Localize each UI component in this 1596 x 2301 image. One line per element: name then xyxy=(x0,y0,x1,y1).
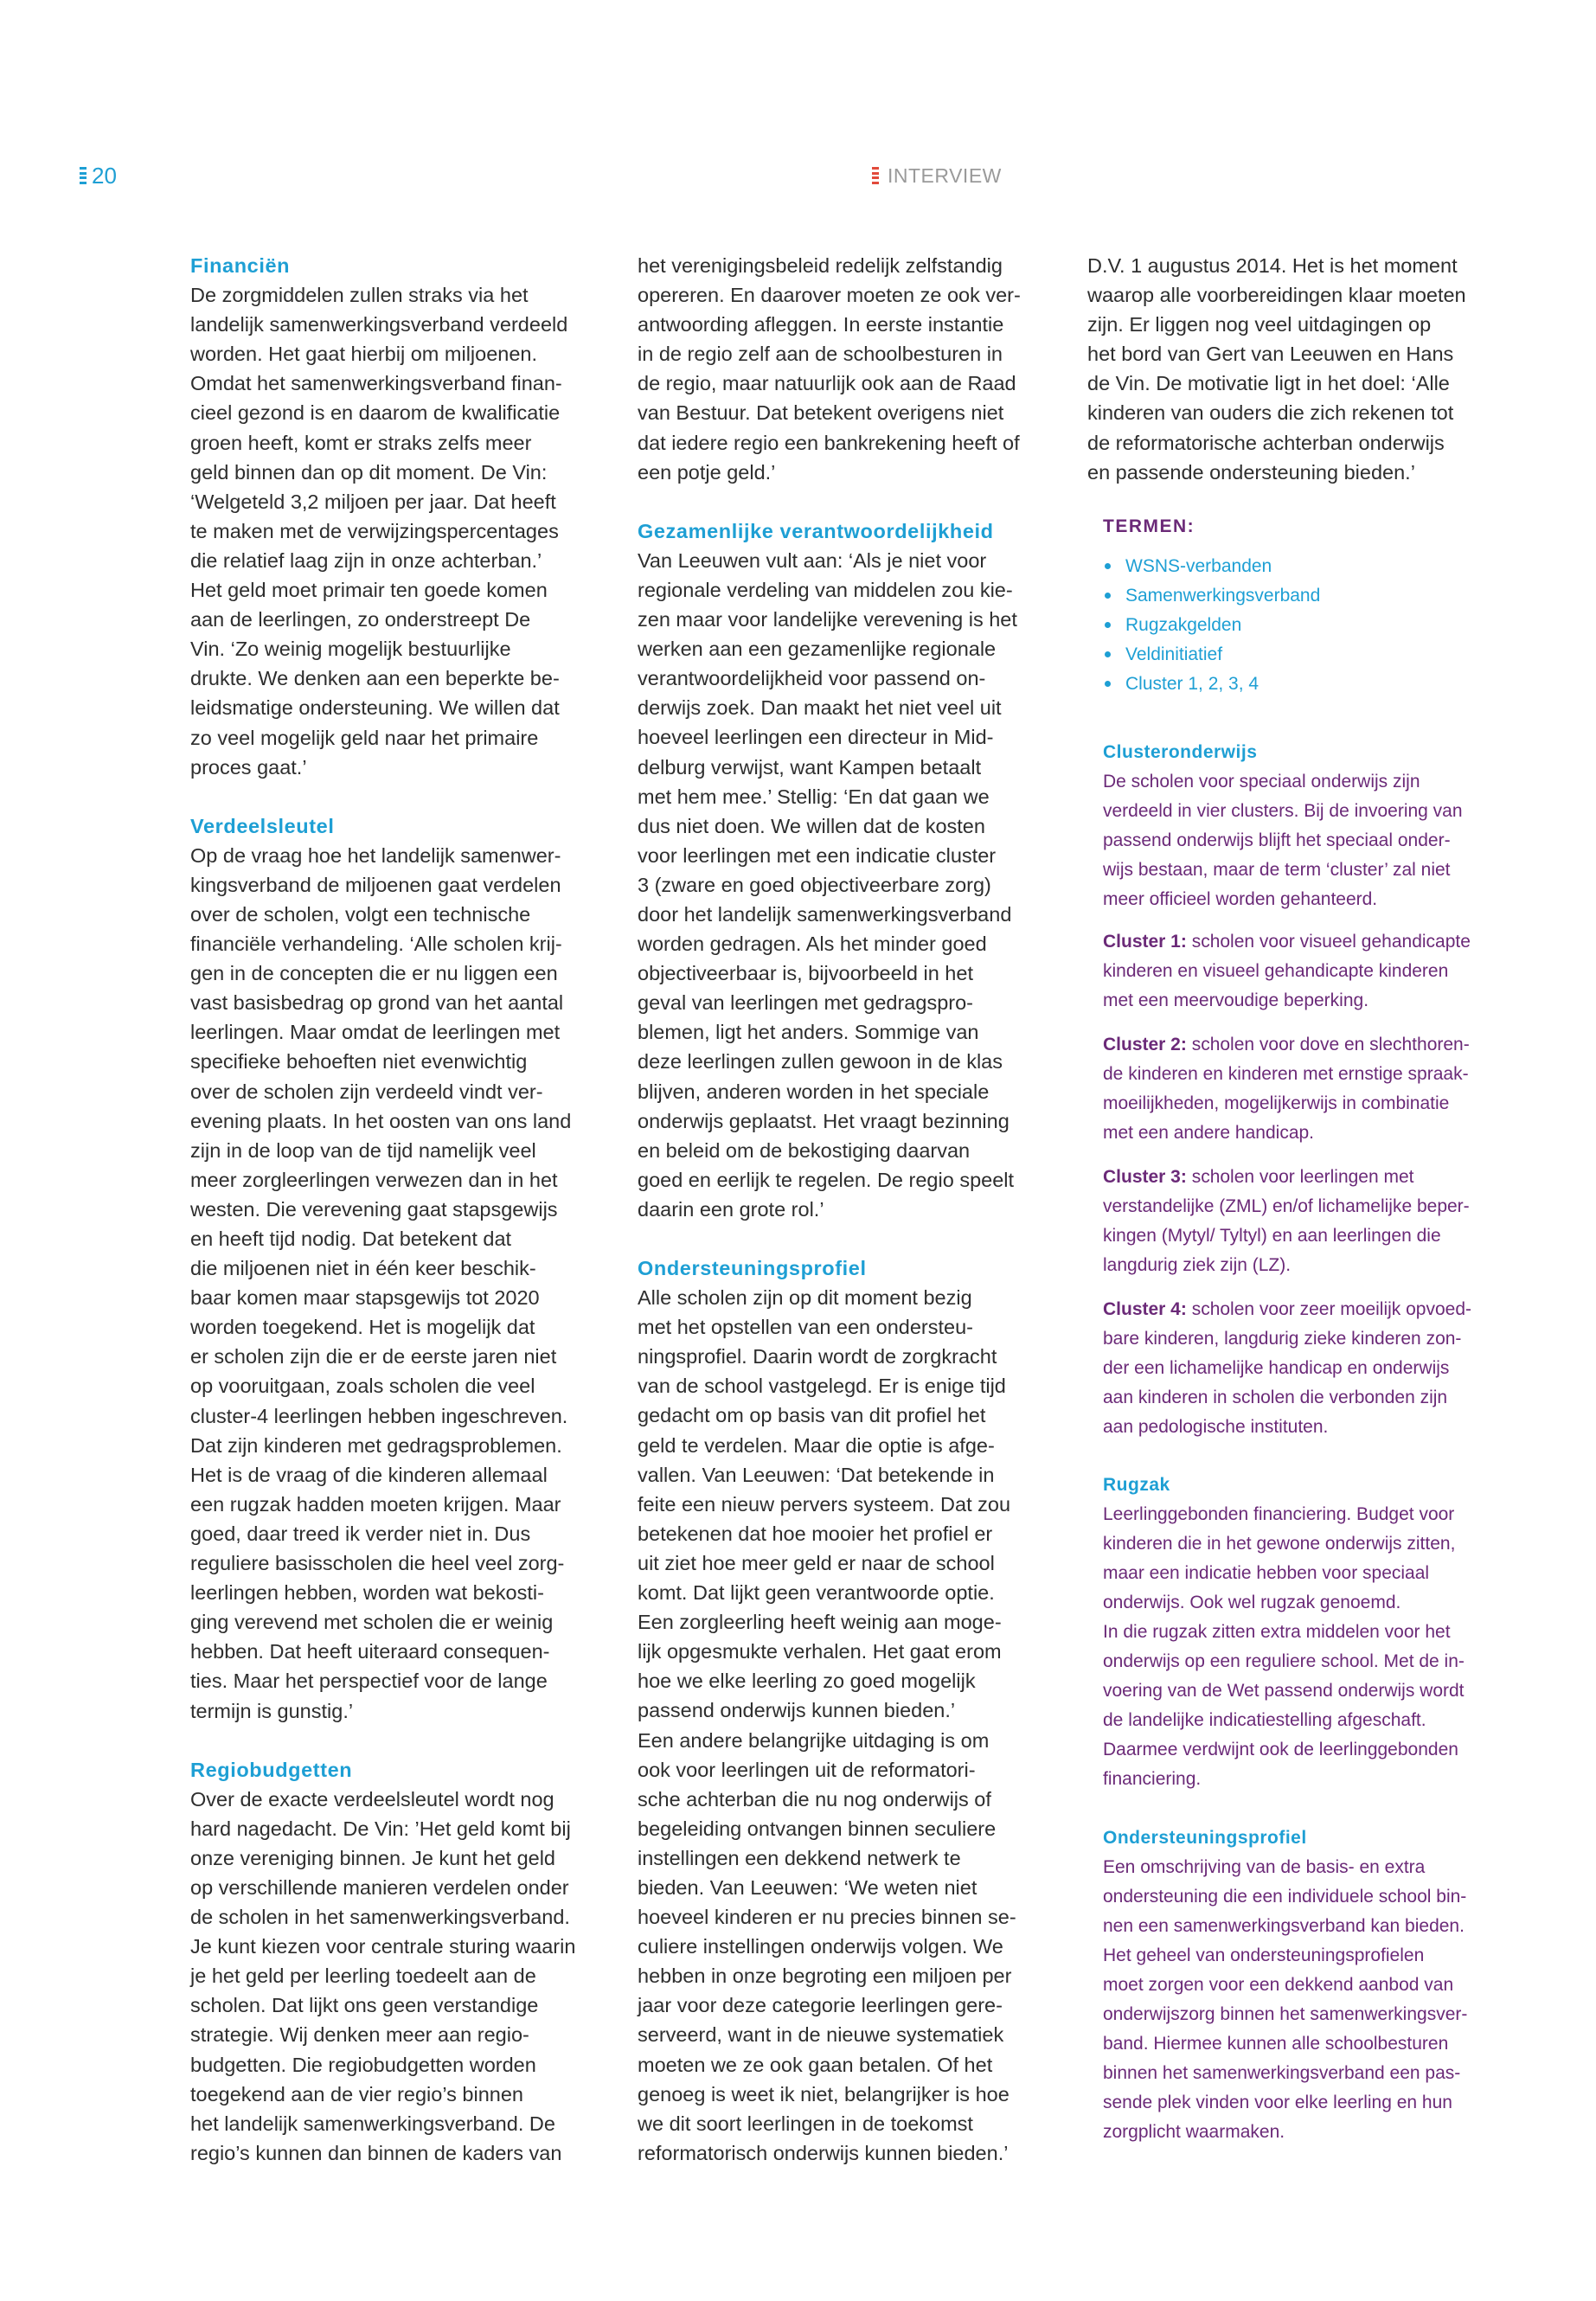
text-line: op vooruitgaan, zoals scholen die veel xyxy=(190,1375,535,1398)
glossary-rugzak xyxy=(1103,1471,1492,1794)
text-line: Dat zijn kinderen met gedragsproblemen. xyxy=(190,1433,562,1457)
terms-item xyxy=(1103,670,1492,699)
glossary-cluster-4 xyxy=(1103,1295,1492,1442)
text-line: Het geld moet primair ten goede komen xyxy=(190,579,548,602)
text-line: delburg verwijst, want Kampen betaalt xyxy=(638,755,982,779)
text-line: het verenigingsbeleid redelijk zelfstandig xyxy=(638,254,1003,277)
terms-list xyxy=(1103,552,1492,699)
glossary-line: passend onderwijs blijft het speciaal onder- xyxy=(1103,830,1451,850)
glossary-line: voering van de Wet passend onderwijs wordt xyxy=(1103,1681,1465,1701)
article-column-1 xyxy=(190,251,588,2168)
text-line: goed en eerlijk te regelen. De regio speelt xyxy=(638,1168,1015,1191)
text-line: een potje geld.’ xyxy=(638,460,776,484)
glossary-line-text: scholen voor zeer moeilijk opvoed- xyxy=(1186,1299,1472,1319)
text-line: hard nagedacht. De Vin: ’Het geld komt bij xyxy=(190,1817,571,1840)
text-line: en beleid om de bekostiging daarvan xyxy=(638,1138,971,1162)
text-line: kinderen van ouders die zich rekenen tot xyxy=(1087,401,1454,425)
text-line: begeleiding ontvangen binnen seculiere xyxy=(638,1817,997,1840)
text-line: opereren. En daarover moeten ze ook ver- xyxy=(638,284,1021,307)
glossary-line: moeilijkheden, mogelijkerwijs in combinatie xyxy=(1103,1093,1450,1113)
text-line: over de scholen zijn verdeeld vindt ver- xyxy=(190,1080,543,1103)
glossary-line: maar een indicatie hebben voor speciaal xyxy=(1103,1563,1430,1583)
text-line: zijn. Er liggen nog veel uitdagingen op xyxy=(1087,313,1432,336)
text-line: hoe we elke leerling zo goed mogelijk xyxy=(638,1670,976,1693)
text-line: er scholen zijn die er de eerste jaren niet xyxy=(190,1345,557,1368)
text-line: financiële verhandeling. ‘Alle scholen krij- xyxy=(190,933,562,956)
paragraph xyxy=(190,1785,588,2168)
glossary-line: langdurig ziek zijn (LZ). xyxy=(1103,1255,1292,1275)
text-line: antwoording afleggen. In eerste instantie xyxy=(638,313,1004,336)
text-line: aan de leerlingen, zo onderstreept De xyxy=(190,608,531,631)
text-line: gedacht om op basis van dit profiel het xyxy=(638,1404,986,1427)
glossary-text xyxy=(1103,1163,1492,1280)
text-line: we dit soort leerlingen in de toekomst xyxy=(638,2112,973,2135)
text-line: Een andere belangrijke uitdaging is om xyxy=(638,1728,990,1752)
text-line: daarin een grote rol.’ xyxy=(638,1197,824,1221)
glossary-line: kinderen en visueel gehandicapte kinderen xyxy=(1103,961,1449,981)
text-line: blemen, ligt het anders. Sommige van xyxy=(638,1021,979,1044)
glossary-line: moet zorgen voor een dekkend aanbod van xyxy=(1103,1975,1454,1995)
glossary-line: Leerlinggebonden financiering. Budget voor xyxy=(1103,1504,1455,1524)
text-line: ties. Maar het perspectief voor de lange xyxy=(190,1670,548,1693)
text-line: ningsprofiel. Daarin wordt de zorgkracht xyxy=(638,1345,997,1368)
glossary-line: sende plek vinden voor elke leerling en hun xyxy=(1103,2093,1452,2112)
glossary-line: nen een samenwerkingsverband kan bieden. xyxy=(1103,1916,1465,1936)
glossary-line: onderwijszorg binnen het samenwerkingsver- xyxy=(1103,2004,1468,2024)
paragraph xyxy=(638,251,1046,487)
text-line: Het is de vraag of die kinderen allemaal xyxy=(190,1463,548,1486)
glossary-line: In die rugzak zitten extra middelen voor het xyxy=(1103,1622,1451,1642)
text-line: genoeg is weet ik niet, belangrijker is hoe xyxy=(638,2082,1010,2106)
text-line: baar komen maar stapsgewijs tot 2020 xyxy=(190,1286,540,1310)
text-line: 3 (zware en goed objectiveerbare zorg) xyxy=(638,873,991,896)
text-line: cieel gezond is en daarom de kwalificatie xyxy=(190,401,561,425)
text-line: hoeveel leerlingen een directeur in Mid- xyxy=(638,726,994,749)
glossary-line: bare kinderen, langdurig zieke kinderen zon- xyxy=(1103,1329,1462,1349)
text-line: lijk opgesmukte verhalen. Het gaat erom xyxy=(638,1640,1002,1663)
text-line: geld binnen dan op dit moment. De Vin: xyxy=(190,460,548,484)
terms-item-label: Rugzakgelden xyxy=(1125,615,1242,635)
text-line: geval van leerlingen met gedragspro- xyxy=(638,991,973,1015)
text-line: het landelijk samenwerkingsverband. De xyxy=(190,2112,555,2135)
glossary-line: onderwijs. Ook wel rugzak genoemd. xyxy=(1103,1593,1401,1612)
subheading-ondersteuningsprofiel: Ondersteuningsprofiel xyxy=(638,1257,867,1279)
text-line: reguliere basisscholen die heel veel zorg- xyxy=(190,1552,565,1575)
glossary-line: De scholen voor speciaal onderwijs zijn xyxy=(1103,772,1420,792)
text-line: De zorgmiddelen zullen straks via het xyxy=(190,284,529,307)
glossary-line: Daarmee verdwijnt ook de leerlinggebonden xyxy=(1103,1740,1458,1759)
text-line: een rugzak hadden moeten krijgen. Maar xyxy=(190,1492,561,1516)
text-line: de scholen in het samenwerkingsverband. xyxy=(190,1906,570,1929)
text-line: op verschillende manieren verdelen onder xyxy=(190,1875,569,1899)
text-line: waarop alle voorbereidingen klaar moeten xyxy=(1087,284,1466,307)
glossary-line: band. Hiermee kunnen alle schoolbesturen xyxy=(1103,2034,1449,2054)
text-line: Vin. ‘Zo weinig mogelijk bestuurlijke xyxy=(190,638,511,661)
section-label: INTERVIEW xyxy=(888,164,1002,187)
text-line: uit ziet hoe meer geld er naar de school xyxy=(638,1551,995,1574)
terms-item xyxy=(1103,640,1492,670)
text-line: dat iedere regio een bankrekening heeft of xyxy=(638,431,1020,454)
text-line: geld te verdelen. Maar die optie is afge- xyxy=(638,1433,995,1457)
glossary-line: de landelijke indicatiestelling afgeschaft. xyxy=(1103,1710,1426,1730)
page-header-section xyxy=(872,163,1002,189)
glossary-text xyxy=(1103,927,1492,1016)
text-line: scholen. Dat lijkt ons geen verstandige xyxy=(190,1994,539,2017)
glossary-lead: Cluster 1: xyxy=(1103,932,1187,952)
text-line: meer zorgleerlingen verwezen dan in het xyxy=(190,1168,558,1191)
text-line: zijn in de loop van de tijd namelijk veel xyxy=(190,1138,536,1162)
text-line: de regio, maar natuurlijk ook aan de Raad xyxy=(638,372,1016,395)
text-line: leerlingen. Maar omdat de leerlingen met xyxy=(190,1021,561,1044)
text-line: die relatief laag zijn in onze achterban.’ xyxy=(190,548,542,572)
text-line: door het landelijk samenwerkingsverband xyxy=(638,902,1012,926)
glossary-line: verdeeld in vier clusters. Bij de invoering van xyxy=(1103,801,1463,821)
text-line: deze leerlingen zullen gewoon in de klas xyxy=(638,1050,1003,1074)
text-line: en heeft tijd nodig. Dat betekent dat xyxy=(190,1227,512,1250)
text-line: goed, daar treed ik verder niet in. Dus xyxy=(190,1522,531,1545)
stripe-marker-icon xyxy=(872,167,879,184)
terms-item xyxy=(1103,581,1492,611)
glossary-line-text: scholen voor visueel gehandicapte xyxy=(1186,932,1471,952)
glossary-line: meer officieel worden gehanteerd. xyxy=(1103,889,1378,909)
bullet-icon xyxy=(1105,681,1111,687)
text-line: de Vin. De motivatie ligt in het doel: ‘Alle xyxy=(1087,372,1450,395)
glossary-line xyxy=(1103,1295,1492,1324)
text-line: de reformatorische achterban onderwijs xyxy=(1087,431,1445,454)
terms-item xyxy=(1103,611,1492,640)
terms-item xyxy=(1103,552,1492,581)
glossary-line: kingen (Mytyl/ Tyltyl) en aan leerlingen die xyxy=(1103,1226,1441,1246)
glossary-line: onderwijs op een reguliere school. Met de in- xyxy=(1103,1651,1465,1671)
glossary-line: verstandelijke (ZML) en/of lichamelijke beper- xyxy=(1103,1196,1470,1216)
glossary-title: Clusteronderwijs xyxy=(1103,742,1258,762)
text-line: hoeveel kinderen er nu precies binnen se- xyxy=(638,1906,1016,1929)
paragraph xyxy=(1087,251,1477,487)
glossary-line: Een omschrijving van de basis- en extra xyxy=(1103,1857,1426,1877)
terms-item-label: Samenwerkingsverband xyxy=(1125,586,1321,606)
text-line: van de school vastgelegd. Er is enige tijd xyxy=(638,1375,1006,1398)
text-line: hebben. Dat heeft uiteraard consequen- xyxy=(190,1640,550,1663)
text-line: blijven, anderen worden in het speciale xyxy=(638,1080,990,1103)
glossary-ondersteuningsprofiel xyxy=(1103,1823,1492,2147)
text-line: Op de vraag hoe het landelijk samenwer- xyxy=(190,843,561,867)
glossary-line: kinderen die in het gewone onderwijs zitten, xyxy=(1103,1534,1456,1554)
subheading-financien: Financiën xyxy=(190,254,291,277)
glossary-line-text: scholen voor leerlingen met xyxy=(1186,1167,1414,1187)
glossary-line: ondersteuning die een individuele school bin- xyxy=(1103,1887,1467,1907)
text-line: moeten we ze ook gaan betalen. Of het xyxy=(638,2053,993,2076)
text-line: ‘Welgeteld 3,2 miljoen per jaar. Dat heeft xyxy=(190,490,556,513)
text-line: proces gaat.’ xyxy=(190,755,307,779)
text-line: regio’s kunnen dan binnen de kaders van xyxy=(190,2141,562,2164)
glossary-cluster-2 xyxy=(1103,1030,1492,1148)
paragraph xyxy=(190,841,588,1726)
text-line: zo veel mogelijk geld naar het primaire xyxy=(190,726,539,749)
terms-item-label: Veldinitiatief xyxy=(1125,644,1223,664)
glossary-line: zorgplicht waarmaken. xyxy=(1103,2122,1285,2142)
text-line: Alle scholen zijn op dit moment bezig xyxy=(638,1286,972,1310)
text-line: culiere instellingen onderwijs volgen. We xyxy=(638,1935,1003,1958)
text-line: budgetten. Die regiobudgetten worden xyxy=(190,2053,536,2076)
text-line: D.V. 1 augustus 2014. Het is het moment xyxy=(1087,254,1458,277)
glossary-line: met een andere handicap. xyxy=(1103,1123,1315,1143)
glossary-line: met een meervoudige beperking. xyxy=(1103,990,1369,1010)
text-line: onderwijs geplaatst. Het vraagt bezinning xyxy=(638,1109,1010,1132)
glossary-line xyxy=(1103,1163,1492,1192)
terms-box xyxy=(1103,514,1492,699)
glossary-text xyxy=(1103,1500,1492,1794)
text-line: zen maar voor landelijke verevening is het xyxy=(638,608,1017,631)
text-line: groen heeft, komt er straks zelfs meer xyxy=(190,431,532,454)
text-line: instellingen een dekkend netwerk te xyxy=(638,1846,961,1869)
text-line: termijn is gunstig.’ xyxy=(190,1699,354,1722)
text-line: Van Leeuwen vult aan: ‘Als je niet voor xyxy=(638,548,987,572)
terms-item-label: Cluster 1, 2, 3, 4 xyxy=(1125,674,1259,694)
glossary-text xyxy=(1103,1295,1492,1442)
article-column-2 xyxy=(638,251,1046,2168)
text-line: het bord van Gert van Leeuwen en Hans xyxy=(1087,343,1454,366)
text-line: specifieke behoeften niet evenwichtig xyxy=(190,1050,528,1074)
text-line: die miljoenen niet in één keer beschik- xyxy=(190,1257,536,1280)
text-line: serveerd, want in de nieuwe systematiek xyxy=(638,2023,1004,2047)
text-line: kingsverband de miljoenen gaat verdelen xyxy=(190,873,561,896)
text-line: cluster-4 leerlingen hebben ingeschreven. xyxy=(190,1404,568,1427)
text-line: komt. Dat lijkt geen verantwoorde optie. xyxy=(638,1581,995,1605)
text-line: te maken met de verwijzingspercentages xyxy=(190,519,559,542)
text-line: voor leerlingen met een indicatie cluster xyxy=(638,843,997,867)
text-line: landelijk samenwerkingsverband verdeeld xyxy=(190,313,568,336)
text-line: met hem mee.’ Stellig: ‘En dat gaan we xyxy=(638,785,990,808)
glossary-line-text: scholen voor dove en slechthoren- xyxy=(1186,1035,1470,1054)
text-line: bieden. Van Leeuwen: ‘We weten niet xyxy=(638,1875,977,1899)
glossary-line: aan pedologische instituten. xyxy=(1103,1417,1329,1437)
paragraph xyxy=(638,1283,1046,2168)
text-line: worden. Het gaat hierbij om miljoenen. xyxy=(190,343,538,366)
text-line: Over de exacte verdeelsleutel wordt nog xyxy=(190,1787,554,1811)
text-line: ook voor leerlingen uit de reformatori- xyxy=(638,1758,976,1781)
text-line: jaar voor deze categorie leerlingen gere- xyxy=(638,1994,1003,2017)
text-line: en passende ondersteuning bieden.’ xyxy=(1087,460,1415,484)
text-line: hebben in onze begroting een miljoen per xyxy=(638,1965,1012,1988)
glossary-clusteronderwijs xyxy=(1103,738,1492,914)
glossary-title: Ondersteuningsprofiel xyxy=(1103,1828,1307,1848)
glossary-lead: Cluster 3: xyxy=(1103,1167,1187,1187)
stripe-marker-icon xyxy=(80,167,87,184)
text-line: betekenen dat hoe mooier het profiel er xyxy=(638,1522,993,1545)
text-line: leidsmatige ondersteuning. We willen dat xyxy=(190,696,560,720)
text-line: Je kunt kiezen voor centrale sturing waarin xyxy=(190,1935,576,1958)
text-line: drukte. We denken aan een beperkte be- xyxy=(190,667,560,690)
glossary-line xyxy=(1103,927,1492,957)
text-line: in de regio zelf aan de schoolbesturen in xyxy=(638,343,1003,366)
text-line: vallen. Van Leeuwen: ‘Dat betekende in xyxy=(638,1463,995,1486)
glossary-title: Rugzak xyxy=(1103,1475,1170,1495)
paragraph xyxy=(638,546,1046,1224)
bullet-icon xyxy=(1105,593,1111,599)
text-line: ging verevend met scholen die er weinig xyxy=(190,1611,554,1634)
glossary-line: de kinderen en kinderen met ernstige spraak- xyxy=(1103,1064,1469,1084)
text-line: worden toegekend. Het is mogelijk dat xyxy=(190,1316,535,1339)
text-line: verantwoordelijkheid voor passend on- xyxy=(638,667,986,690)
glossary-line: der een lichamelijke handicap en onderwijs xyxy=(1103,1358,1450,1378)
terms-item-label: WSNS-verbanden xyxy=(1125,556,1272,576)
glossary-line: financiering. xyxy=(1103,1769,1202,1789)
article-column-3 xyxy=(1087,251,1477,487)
text-line: worden gedragen. Als het minder goed xyxy=(638,933,987,956)
text-line: sche achterban die nu nog onderwijs of xyxy=(638,1787,991,1811)
glossary-line: aan kinderen in scholen die verbonden zijn xyxy=(1103,1388,1448,1407)
text-line: reformatorisch onderwijs kunnen bieden.’ xyxy=(638,2141,1009,2164)
bullet-icon xyxy=(1105,563,1111,569)
text-line: werken aan een gezamenlijke regionale xyxy=(638,638,997,661)
glossary-line: binnen het samenwerkingsverband een pas- xyxy=(1103,2063,1461,2083)
glossary-line xyxy=(1103,1030,1492,1060)
glossary-text xyxy=(1103,1030,1492,1148)
subheading-gezamenlijke-verantwoordelijkheid: Gezamenlijke verantwoordelijkheid xyxy=(638,519,994,542)
text-line: over de scholen, volgt een technische xyxy=(190,902,531,926)
glossary-text xyxy=(1103,767,1492,914)
subheading-verdeelsleutel: Verdeelsleutel xyxy=(190,814,335,837)
text-line: dus niet doen. We willen dat de kosten xyxy=(638,814,985,837)
bullet-icon xyxy=(1105,651,1111,657)
text-line: toegekend aan de vier regio’s binnen xyxy=(190,2082,523,2106)
text-line: gen in de concepten die er nu liggen een xyxy=(190,962,558,985)
text-line: feite een nieuw pervers systeem. Dat zou xyxy=(638,1492,1011,1516)
glossary-cluster-1 xyxy=(1103,927,1492,1016)
text-line: objectiveerbaar is, bijvoorbeeld in het xyxy=(638,962,973,985)
text-line: regionale verdeling van middelen zou kie- xyxy=(638,578,1013,601)
bullet-icon xyxy=(1105,622,1111,628)
glossary-lead: Cluster 4: xyxy=(1103,1299,1187,1319)
terms-title: TERMEN: xyxy=(1103,516,1195,536)
subheading-regiobudgetten: Regiobudgetten xyxy=(190,1758,353,1781)
glossary-text xyxy=(1103,1853,1492,2147)
text-line: leerlingen hebben, worden wat bekosti- xyxy=(190,1581,544,1605)
text-line: Omdat het samenwerkingsverband finan- xyxy=(190,372,562,395)
text-line: passend onderwijs kunnen bieden.’ xyxy=(638,1699,956,1722)
glossary-cluster-3 xyxy=(1103,1163,1492,1280)
text-line: met het opstellen van een ondersteu- xyxy=(638,1316,974,1339)
text-line: Een zorgleerling heeft weinig aan moge- xyxy=(638,1611,1002,1634)
page-number: 20 xyxy=(92,163,117,189)
text-line: westen. Die verevening gaat stapsgewijs xyxy=(190,1197,558,1221)
text-line: evening plaats. In het oosten van ons land xyxy=(190,1109,572,1132)
text-line: derwijs zoek. Dan maakt het niet veel uit xyxy=(638,696,1002,720)
glossary-lead: Cluster 2: xyxy=(1103,1035,1187,1054)
glossary-line: Het geheel van ondersteuningsprofielen xyxy=(1103,1945,1425,1965)
text-line: van Bestuur. Dat betekent overigens niet xyxy=(638,401,1004,425)
glossary-line: wijs bestaan, maar de term ‘cluster’ zal niet xyxy=(1103,860,1451,880)
text-line: strategie. Wij denken meer aan regio- xyxy=(190,2023,529,2047)
paragraph xyxy=(190,280,588,782)
text-line: vast basisbedrag op grond van het aantal xyxy=(190,991,564,1015)
text-line: onze vereniging binnen. Je kunt het geld xyxy=(190,1846,556,1869)
text-line: je het geld per leerling toedeelt aan de xyxy=(190,1965,536,1988)
page-header-left xyxy=(80,163,117,189)
